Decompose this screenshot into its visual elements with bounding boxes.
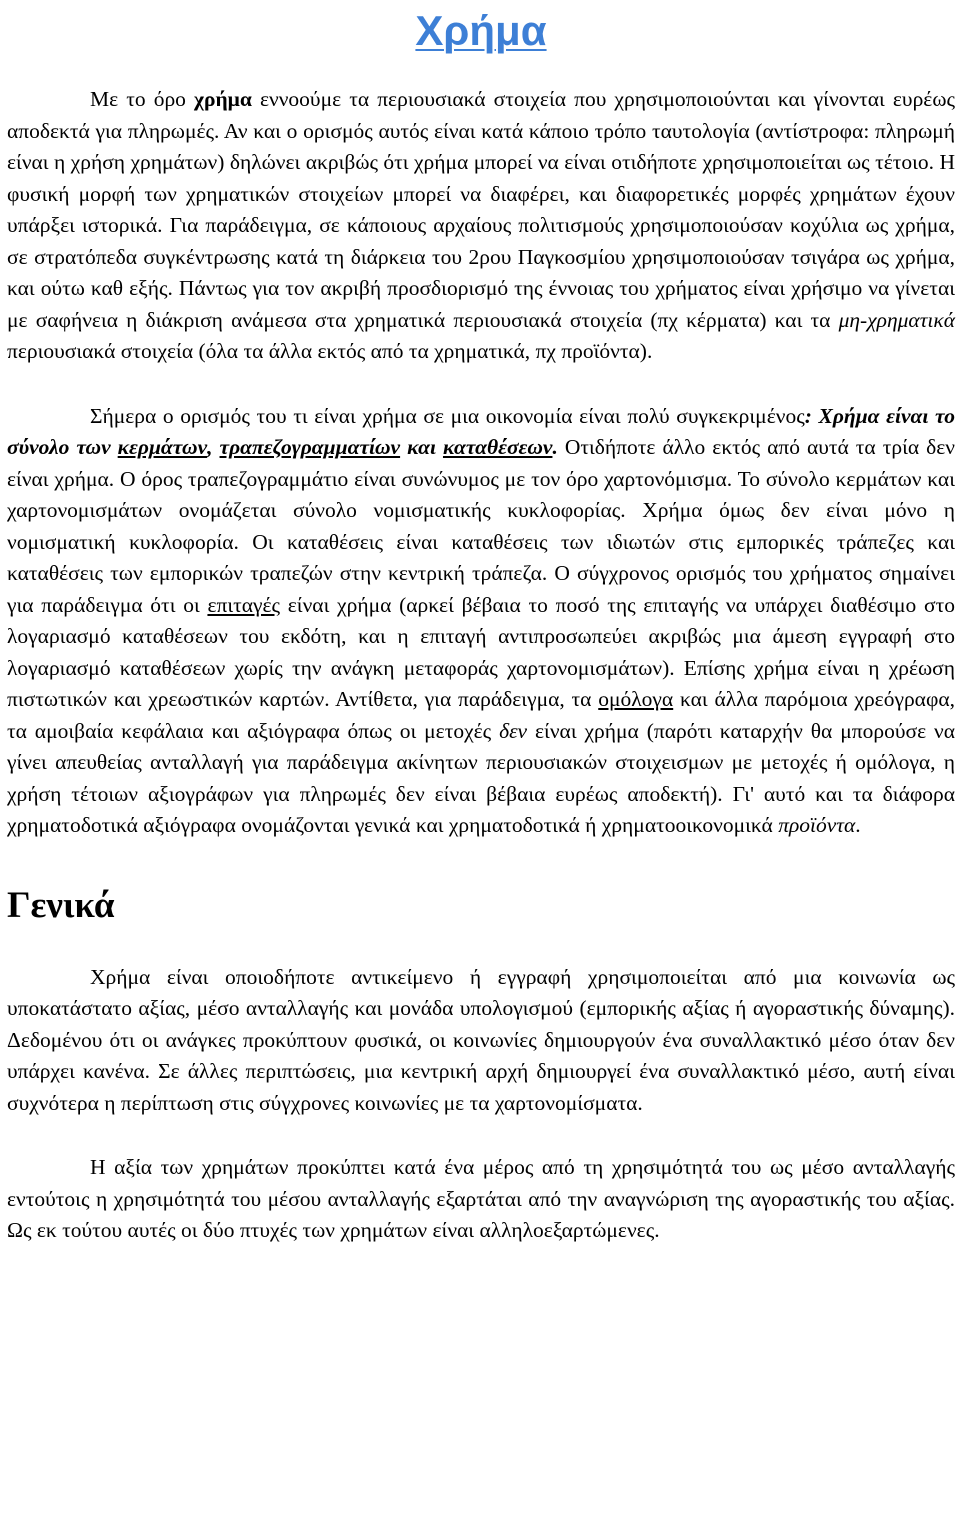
text-run: Σήμερα ο ορισμός του τι είναι χρήμα σε μια οικονομία είναι πολύ συγκεκριμένος [90,403,805,428]
text-run: είναι χρήμα (αρκεί βέβαια το ποσό της επιταγής να υπάρχει διαθέσιμο στο λογαριασμό καταθέσεων του εκδότη, και η επιταγή αντιπροσωπεύει ακριβώς μια άμεση εγγραφή στο λογαριασμό καταθέσεων χωρίς την ανάγκη μεταφοράς χαρτονομισμάτων). Επίσης χρήμα είναι η χρέωση πιστωτικών και χρεωστικών καρτών. Αντίθετα, για παράδειγμα, τα [7,592,955,711]
text-run: και [400,435,443,459]
link-bonds[interactable]: ομόλογα [598,687,674,711]
text-run: Οτιδήποτε άλλο εκτός από αυτά τα τρία δεν είναι χρήμα. Ο όρος τραπεζογραμμάτιο είναι συνώνυμος με τον όρο χαρτονόμισμα. Το σύνολο κερμάτων και χαρτονομισμάτων ονομάζεται σύνολο νομισματικής κυκλοφορίας. Χρήμα όμως δεν είναι μόνο η νομισματική κυκλοφορία. Οι καταθέσεις είναι καταθέσεις των ιδιωτών στις εμπορικές τράπεζες και καταθέσεις των εμπορικών τραπεζών στην κεντρική τράπεζα. Ο σύγχρονος ορισμός του χρήματος σημαίνει για παράδειγμα ότι οι [7,435,955,617]
document-page [7,0,955,1247]
text-run: , [207,435,220,459]
link-deposits[interactable]: καταθέσεων [442,435,553,459]
section-heading-general: Γενικά [7,884,115,926]
text-run: . [552,435,558,459]
link-coins[interactable]: κερμάτων [117,435,208,459]
general-paragraph-2: Η αξία των χρημάτων προκύπτει κατά ένα μέρος από τη χρησιμότητά του ως μέσο ανταλλαγής εντούτοις η χρησιμότητά του μέσου ανταλλαγής εξαρτάται από την αναγνώριση της αγοραστικής του αξίας. Ως εκ τούτου αυτές οι δύο πτυχές των χρημάτων είναι αλληλοεξαρτώμενες. [7,1155,955,1242]
text-run: εννοούμε τα περιουσιακά στοιχεία που χρησιμοποιούνται και γίνονται ευρέως αποδεκτά για πληρωμές. Αν και ο ορισμός αυτός είναι κατά κάποιο τρόπο ταυτολογία (αντίστροφα: πληρωμή είναι η χρήση χρημάτων) δηλώνει ακριβώς ότι χρήμα μπορεί να είναι οτιδήποτε χρησιμοποιείται ως τέτοιο. Η φυσική μορφή των χρηματικών στοιχείων μπορεί να διαφέρει, και διαφορετικές μορφές χρημάτων έχουν υπάρξει ιστορικά. Για παράδειγμα, σε κάποιους αρχαίους πολιτισμούς χρησιμοποιούσαν κοχύλια ως χρήμα, σε στρατόπεδα συγκέντρωσης κατά τη διάρκεια του 2ρου Παγκοσμίου χρησιμοποιούσαν τσιγάρα ως χρήμα, και ούτω καθ εξής. Πάντως για τον ακριβή προσδιορισμό της έννοιας του χρήματος είναι χρήσιμο να γίνεται με σαφήνεια η διάκριση ανάμεσα στα χρηματικά περιουσιακά στοιχεία (πχ κέρματα) και τα [7,87,956,332]
text-run: περιουσιακά στοιχεία (όλα τα άλλα εκτός από τα χρηματικά, πχ προϊόντα). [7,339,653,363]
link-cheques[interactable]: επιταγές [207,592,281,617]
intro-paragraph [7,84,955,368]
term-italic: μη-χρηματικά [838,307,955,332]
term-italic: προϊόντα [778,813,856,837]
link-banknotes[interactable]: τραπεζογραμματίων [219,435,401,459]
emphasis-italic: δεν [499,718,528,743]
text-run: είναι χρήμα (παρότι καταρχήν θα μπορούσε να γίνει απευθείας ανταλλαγή για παράδειγμα ακίνητων περιουσιακών στοιχεισμων με μετοχές ή ομόλογα, η χρήση τέτοιων αξιογράφων για πληρωμές δεν είναι βέβαια ευρέως αποδεκτή). Γι' αυτό και τα διάφορα χρηματοδοτικά αξιόγραφα ονομάζονται γενικά και χρηματοδοτικά ή χρηματοοικονομικά [7,718,955,837]
definition-bold-italic: : Χρήμα είναι το σύνολο των [7,403,955,459]
text-run: . [855,813,861,837]
definition-paragraph [7,401,955,842]
general-paragraph-1: Χρήμα είναι οποιοδήποτε αντικείμενο ή εγγραφή χρησιμοποιείται από μια κοινωνία ως υποκατάστατο αξίας, μέσο ανταλλαγής και μονάδα υπολογισμού (εμπορικής αξίας ή αγοραστικής δύναμης). Δεδομένου ότι οι ανάγκες προκύπτουν φυσικά, οι κοινωνίες δημιουργούν ένα συναλλακτικό μέσο όταν δεν υπάρχει κανένα. Σε άλλες περιπτώσεις, μια κεντρική αρχή δημιουργεί ένα συναλλακτικό μέσο, αυτή είναι συχνότερα η περίπτωση στις σύγχρονες κοινωνίες με τα χαρτονομίσματα. [7,964,955,1115]
document-title: Χρήμα [415,7,547,54]
text-run: Με το όρο [90,87,195,111]
text-run: και άλλα παρόμοια χρεόγραφα, τα αμοιβαία κεφάλαια και αξιόγραφα όπως οι μετοχές [7,687,955,743]
term-bold: χρήμα [194,87,252,111]
